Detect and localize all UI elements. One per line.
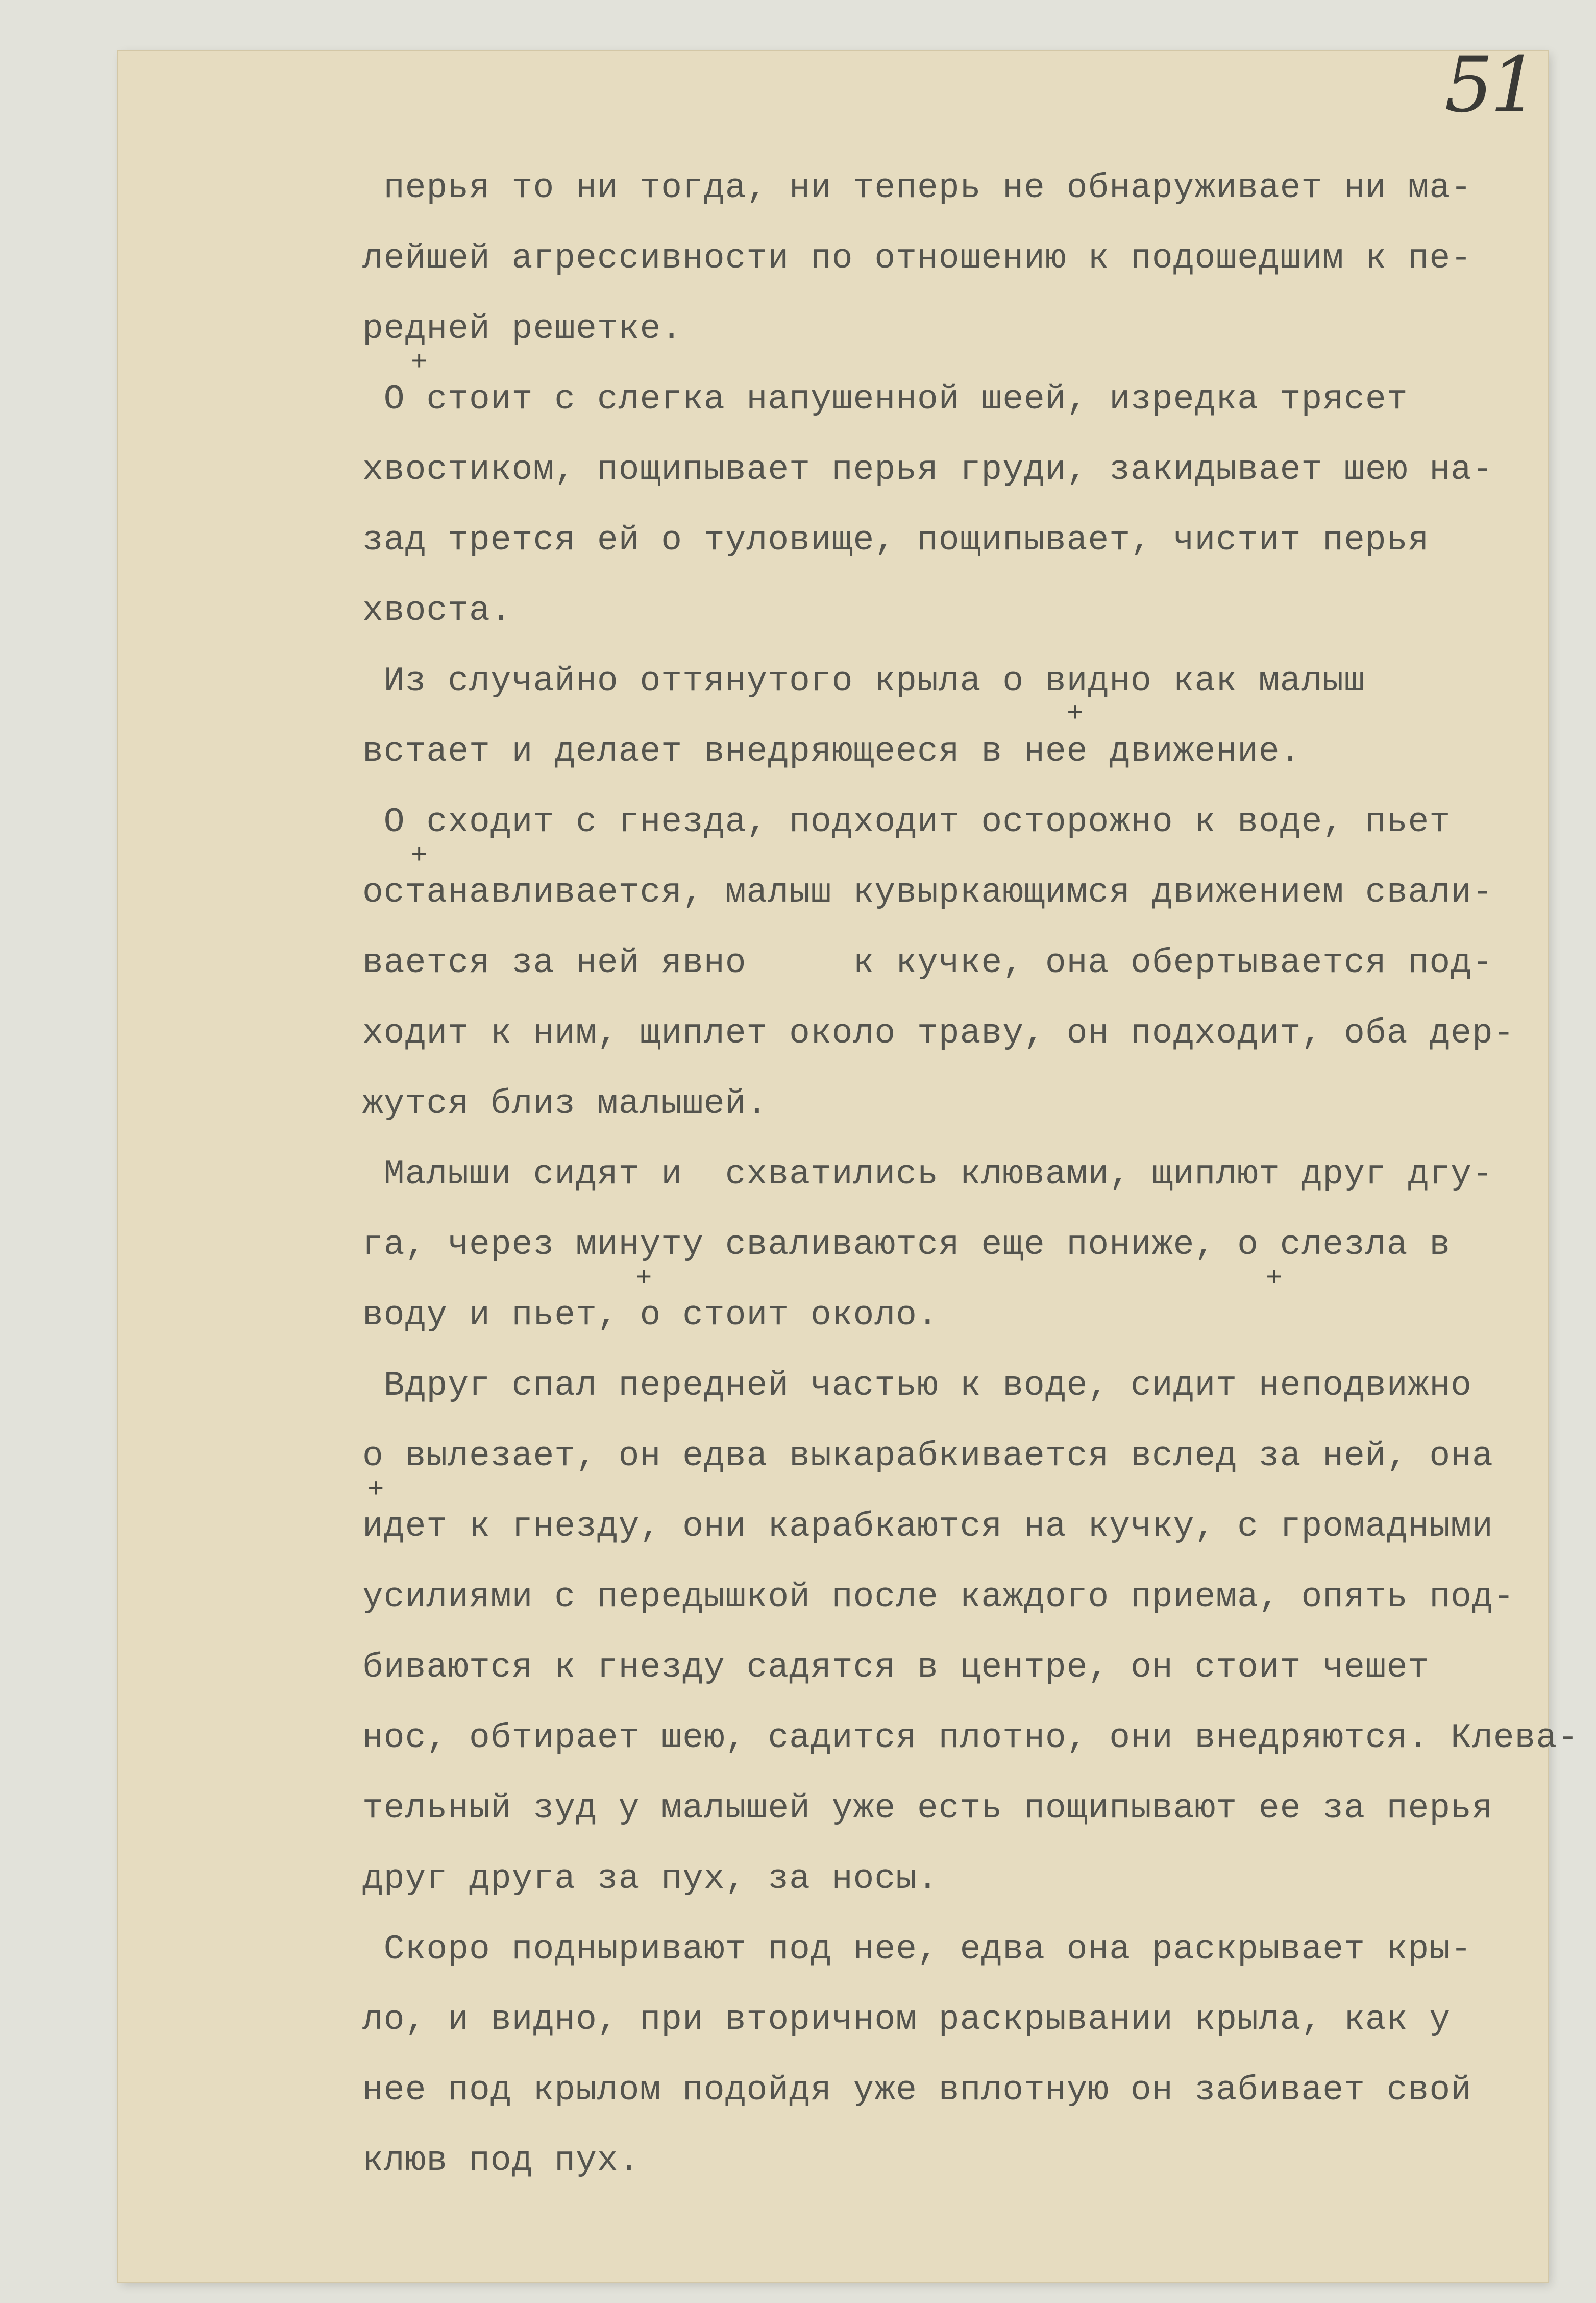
text-line: редней решетке. — [362, 309, 683, 349]
text-line: вается за ней явно к кучке, она обертывается под- — [362, 943, 1493, 983]
text-line: хвоста. — [362, 591, 512, 631]
text-line: нее под крылом подойдя уже вплотную он забивает свой — [362, 2071, 1472, 2110]
female-sign-mark: + — [635, 1263, 652, 1294]
text-line: биваются к гнезду садятся в центре, он стоит чешет — [362, 1648, 1430, 1687]
text-line: останавливается, малыш кувыркающимся движением свали- — [362, 873, 1493, 912]
text-line: О сходит с гнезда, подходит осторожно к воде, пьет — [362, 803, 1451, 842]
text-line: га, через минуту сваливаются еще пониже, о слезла в — [362, 1225, 1451, 1265]
text-line: лейшей агрессивности по отношению к подошедшим к пе- — [362, 239, 1472, 278]
text-line: жутся близ малышей. — [362, 1084, 768, 1124]
text-line: тельный зуд у малышей уже есть пощипывают ее за перья — [362, 1789, 1493, 1828]
text-line: зад трется ей о туловище, пощипывает, чистит перья — [362, 521, 1430, 560]
text-line: ходит к ним, щиплет около траву, он подходит, оба дер- — [362, 1014, 1515, 1053]
text-line: идет к гнезду, они карабкаются на кучку, с громадными — [362, 1507, 1493, 1546]
page-number: 51 — [1444, 41, 1536, 130]
text-line: клюв под пух. — [362, 2141, 640, 2180]
text-line: воду и пьет, о стоит около. — [362, 1296, 939, 1335]
text-line: усилиями с передышкой после каждого приема, опять под- — [362, 1578, 1515, 1617]
text-line: Малыши сидят и схватились клювами, щиплют друг дгу- — [362, 1155, 1493, 1194]
text-line: О стоит с слегка напушенной шеей, изредка трясет — [362, 380, 1408, 419]
text-line: друг друга за пух, за носы. — [362, 1859, 939, 1899]
female-sign-mark: + — [411, 840, 428, 871]
text-line: хвостиком, пощипывает перья груди, закидывает шею на- — [362, 450, 1493, 490]
text-line: о вылезает, он едва выкарабкивается вслед за ней, она — [362, 1437, 1493, 1476]
female-sign-mark: + — [1266, 1263, 1283, 1294]
text-line: Скоро подныривают под нее, едва она раскрывает кры- — [362, 1930, 1472, 1969]
female-sign-mark: + — [411, 347, 428, 378]
text-line: нос, обтирает шею, садится плотно, они внедряются. Клева- — [362, 1718, 1579, 1758]
text-line: ло, и видно, при вторичном раскрывании крыла, как у — [362, 2000, 1451, 2040]
text-line: встает и делает внедряющееся в нее движение. — [362, 732, 1302, 771]
text-line: перья то ни тогда, ни теперь не обнаруживает ни ма- — [362, 168, 1472, 208]
female-sign-mark: + — [1067, 698, 1084, 730]
female-sign-mark: + — [367, 1474, 384, 1506]
text-line: Из случайно оттянутого крыла о видно как малыш — [362, 662, 1365, 701]
text-line: Вдруг спал передней частью к воде, сидит неподвижно — [362, 1366, 1472, 1405]
